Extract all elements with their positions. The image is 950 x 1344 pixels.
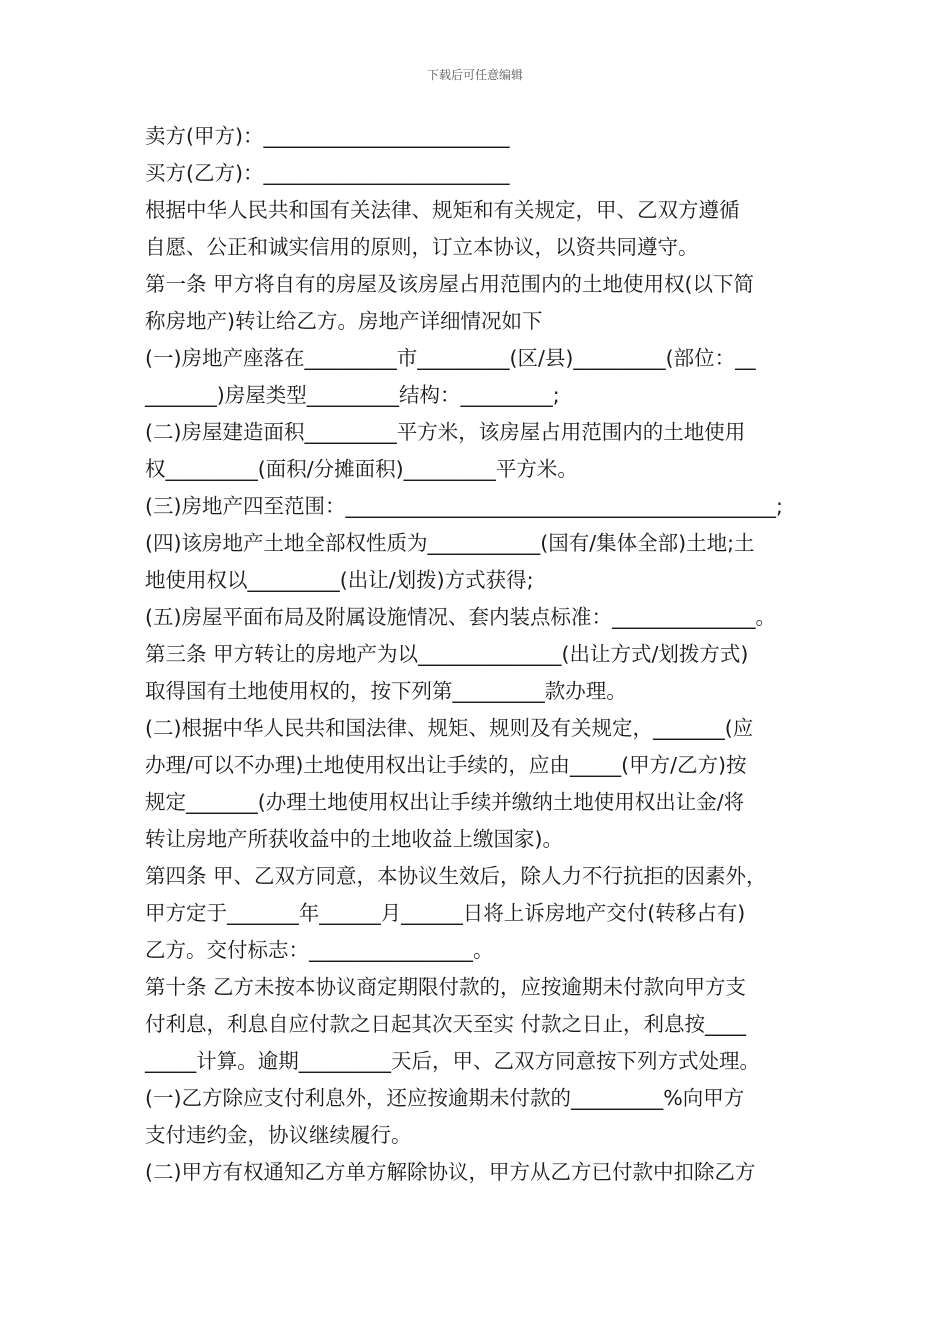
text-line: 权_________(面积/分摊面积)_________平方米。	[145, 457, 578, 481]
text-line: 办理/可以不办理)土地使用权出让手续的，应由_____(甲方/乙方)按	[145, 753, 747, 777]
text-line: 乙方。交付标志：________________。	[145, 938, 494, 962]
text-line: 甲方定于_______年______月______日将上诉房地产交付(转移占有)	[145, 901, 746, 925]
contract-body	[145, 118, 825, 1191]
text-line: (四)该房地产土地全部权性质为___________(国有/集体全部)土地;土	[145, 531, 755, 555]
text-line: (三)房地产四至范围：__________________________________________;	[145, 494, 783, 518]
text-line: 第一条 甲方将自有的房屋及该房屋占用范围内的土地使用权(以下简	[145, 272, 755, 296]
text-line: _______)房屋类型_________结构：_________;	[145, 383, 560, 407]
text-line: 卖方(甲方)：________________________	[145, 124, 510, 148]
text-line: 第三条 甲方转让的房地产为以______________(出让方式/划拨方式)	[145, 642, 749, 666]
text-line: 支付违约金，协议继续履行。	[145, 1123, 412, 1147]
text-line: 规定_______(办理土地使用权出让手续并缴纳土地使用权出让金/将	[145, 790, 745, 814]
text-line: 转让房地产所获收益中的土地收益上缴国家)。	[145, 827, 563, 851]
header-note: 下载后可任意编辑	[426, 68, 523, 82]
text-line: 取得国有土地使用权的，按下列第_________款办理。	[145, 679, 627, 703]
text-line: 第十条 乙方未按本协议商定期限付款的，应按逾期未付款向甲方支	[145, 975, 747, 999]
text-line: 买方(乙方)：________________________	[145, 161, 510, 185]
text-line: 地使用权以_________(出让/划拨)方式获得;	[145, 568, 534, 592]
text-line: (一)乙方除应支付利息外，还应按逾期未付款的_________%向甲方	[145, 1086, 745, 1110]
text-line: 第四条 甲、乙双方同意，本协议生效后，除人力不行抗拒的因素外，	[145, 864, 767, 888]
text-line: (二)房屋建造面积_________平方米，该房屋占用范围内的土地使用	[145, 420, 746, 444]
text-line: (五)房屋平面布局及附属设施情况、套内装点标准：______________。	[145, 605, 776, 629]
text-line: 根据中华人民共和国有关法律、规矩和有关规定，甲、乙双方遵循	[145, 198, 740, 222]
text-line: (一)房地产座落在_________市_________(区/县)_________(部位：__	[145, 346, 756, 370]
text-line: 付利息，利息自应付款之日起其次天至实 付款之日止，利息按____	[145, 1012, 747, 1036]
text-line: (二)根据中华人民共和国法律、规矩、规则及有关规定，_______(应	[145, 716, 754, 740]
text-line: 自愿、公正和诚实信用的原则，订立本协议，以资共同遵守。	[145, 235, 699, 259]
text-line: _____计算。逾期_________天后，甲、乙双方同意按下列方式处理。	[145, 1049, 760, 1073]
text-line: 称房地产)转让给乙方。房地产详细情况如下	[145, 309, 543, 333]
text-line: (二)甲方有权通知乙方单方解除协议，甲方从乙方已付款中扣除乙方	[145, 1160, 756, 1184]
